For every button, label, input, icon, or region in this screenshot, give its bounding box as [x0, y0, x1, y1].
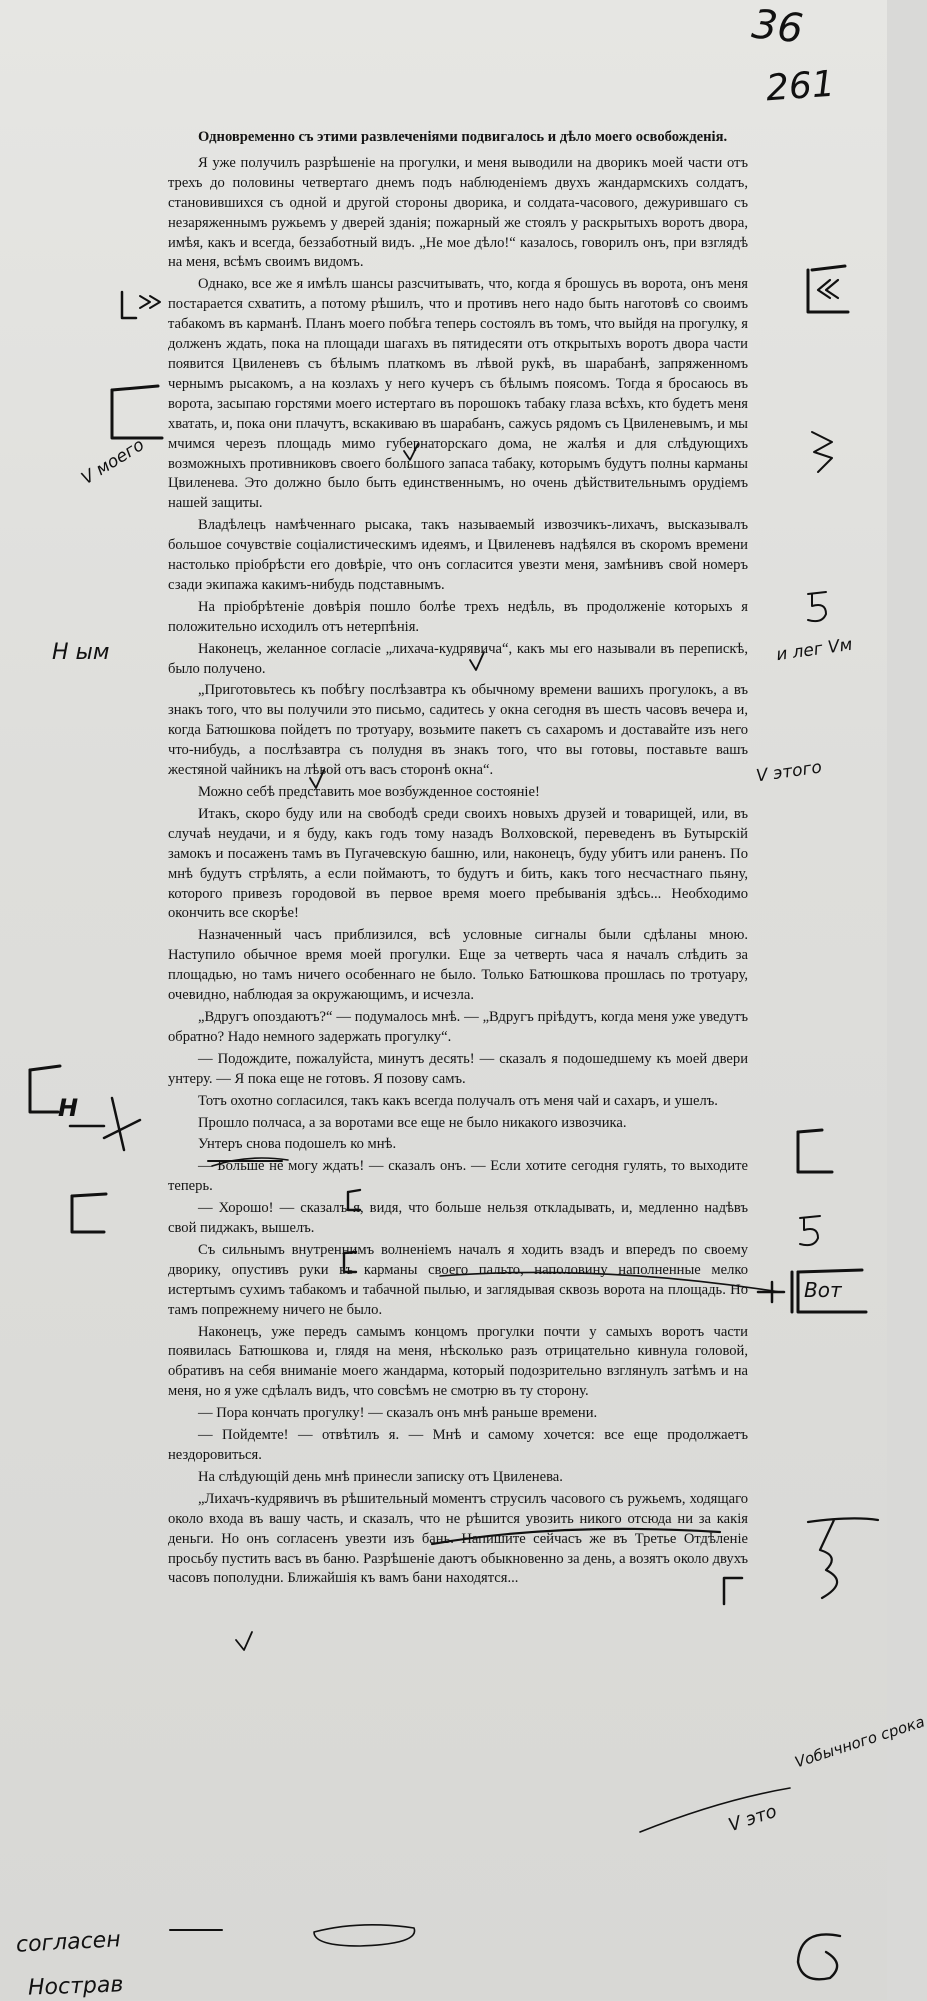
paragraph: Унтеръ снова подошелъ ко мнѣ.	[198, 1136, 397, 1153]
paragraph: — Подождите, пожалуйста, минутъ десять! — сказалъ я подошедшему къ моей двери унтеру. — Я пока еще не готовъ. Я позову самъ.	[168, 1050, 748, 1087]
margin-note: V это	[725, 1800, 780, 1837]
margin-note: Н	[58, 1094, 79, 1122]
paragraph: — Пойдемте! — отвѣтилъ я. — Мнѣ и самому хочется: все еще продолжаетъ нездоровиться.	[168, 1427, 748, 1463]
margin-note: согласен	[15, 1927, 122, 1958]
paragraph: — Хорошо! — сказалъ я, видя, что больше нельзя откладывать, и, медленно надѣвъ свой пиджакъ, вышелъ.	[168, 1200, 748, 1237]
page-number-top: 36	[749, 1, 806, 53]
paragraph: Однако, все же я имѣлъ шансы разсчитывать, что, когда я брошусь въ ворота, онъ меня постарается схватить, а потому рѣшилъ, что и противъ него надо быть наготовѣ со своимъ табакомъ въ карманѣ. Планъ моего побѣга теперь состоялъ въ томъ, что выйдя на прогулку, я долженъ ждать, пока на площади шагахъ въ пятидесяти отъ открытыхъ воротъ двора части появится Цвиленевъ съ бѣлымъ платкомъ въ лѣвой рукѣ, въ шарабанѣ, запряженномъ чернымъ рысакомъ, а на козлахъ у него кучеръ съ бѣлымъ поясомъ. Тогда я бросаюсь въ ворота, засыпаю горстями моего истертаго въ порошокъ табаку глаза всѣхъ, кто будетъ меня хватать, и, пока они плачутъ, вскакиваю въ шарабанъ, сажусь рядомъ съ Цвиленевымъ, и мы мчимся черезъ площадь мимо губернаторскаго дома, не жалѣя и для слѣдующихъ возможныхъ противниковъ своего большого запаса табаку, которымъ будутъ полны карманы Цвиленева. Это должно было быть единственнымъ, но очень дѣйствительнымъ орудіемъ нашей защиты.	[168, 276, 748, 512]
paragraph: „Приготовьтесь къ побѣгу послѣзавтра къ обычному времени вашихъ прогулокъ, а въ знакъ того, что вы получили это письмо, садитесь у окна сегодня въ шесть часовъ вечера и, когда Батюшкова пойдетъ по тротуару, возьмите пакетъ съ сахаромъ и доставайте изъ него что-нибудь, а послѣзавтра съ полудня въ знакъ того, что вы готовы, поставьте вашъ жестяной чайникъ на лѣвой отъ васъ сторонѣ окна“.	[168, 682, 748, 779]
paragraph: Наконецъ, желанное согласіе „лихача-кудрявича“, какъ мы его называли въ перепискѣ, было получено.	[168, 640, 748, 677]
page-number-bottom: 261	[764, 63, 837, 110]
margin-note: Вот	[804, 1278, 842, 1302]
paragraph: — Пора кончать прогулку! — сказалъ онъ мнѣ раньше времени.	[198, 1405, 598, 1422]
paragraph: Наконецъ, уже передъ самымъ концомъ прогулки почти у самыхъ воротъ части появилась Батюшкова и, глядя на меня, нѣсколько разъ отрицательно кивнула головой, обративъ на себя вниманіе моего жандарма, который подозрительно взглянулъ затѣмъ и на меня, но я уже сдѣлалъ видъ, что совсѣмъ не смотрю въ ту сторону.	[168, 1323, 748, 1400]
paragraph: Итакъ, скоро буду или на свободѣ среди своихъ новыхъ друзей и товарищей, или, въ случаѣ неудачи, и я буду, какъ годъ тому назадъ Волховской, переведенъ въ Бутырскій замокъ и посаженъ тамъ въ Пугачевскую башню, или, наконецъ, буду убитъ или раненъ. По мнѣ будутъ стрѣлять, а если поймаютъ, то будутъ и бить, какъ того несчастнаго пьяну, которого привезъ городовой въ первое время моего пребыванія здѣсь... Необходимо окончить все скорѣе!	[168, 805, 748, 922]
paragraph: — Больше не могу ждать! — сказалъ онъ. — Если хотите сегодня гулять, то выходите теперь.	[168, 1158, 748, 1195]
margin-note: Н ым	[52, 640, 110, 665]
paragraph: На пріобрѣтеніе довѣрія пошло болѣе трехъ недѣль, въ продолженіе которыхъ я положительно исходилъ отъ нетерпѣнія.	[168, 598, 748, 635]
paragraph: Одновременно съ этими развлеченіями подвигалось и дѣло моего освобожденія.	[198, 129, 728, 145]
paragraph: Съ сильнымъ внутреннимъ волненіемъ началъ я ходить взадъ и впередъ по своему дворику, опустивъ руки въ карманы своего пальто, наполовину наполненные мелко истертымъ сухимъ табакомъ и табачной пылью, и заглядывая сквозь ворота на площадь. Но тамъ попрежнему ничего не было.	[168, 1241, 748, 1318]
paragraph: Тотъ охотно согласился, такъ какъ всегда получалъ отъ меня чай и сахаръ, и ушелъ.	[198, 1092, 718, 1109]
paragraph: „Лихачъ-кудрявичъ въ рѣшительный моментъ струсилъ часового съ ружьемъ, ходящаго около входа въ вашу часть, и сказалъ, что не рѣшится увозить никого отсюда ни за какія деньги. Но онъ согласенъ увезти изъ бань. Напишите сейчасъ же въ Третье Отдѣленіе просьбу пустить васъ въ баню. Разрѣшеніе даютъ обыкновенно за день, а возятъ около двухъ часовъ пополудни. Ближайшія къ вамъ бани находятся...	[168, 1490, 748, 1587]
margin-note: V этого	[754, 757, 824, 787]
paragraph: На слѣдующій день мнѣ принесли записку отъ Цвиленева.	[198, 1468, 563, 1485]
margin-note: Нострав	[27, 1972, 124, 2001]
margin-note: Vобычного срока	[792, 1712, 927, 1772]
margin-note: и лег Vм	[774, 634, 854, 666]
document-body	[168, 128, 748, 1591]
paragraph: „Вдругъ опоздаютъ?“ — подумалось мнѣ. — „Вдругъ пріѣдутъ, когда меня уже уведутъ обратно? Надо немного задержать прогулку“.	[168, 1008, 748, 1045]
paragraph: Назначенный часъ приблизился, всѣ условные сигналы были сдѣланы мною. Наступило обычное время моей прогулки. Еще за четверть часа я началъ слѣдить за площадью, но тамъ ничего особеннаго не было. Только Батюшкова прошлась по тротуару, очевидно, наблюдая за окружающимъ, и исчезла.	[168, 927, 748, 1004]
margin-note: V моего	[78, 434, 149, 490]
paragraph: Я уже получилъ разрѣшеніе на прогулки, и меня выводили на дворикъ моей части отъ трехъ до половины четвертаго днемъ подъ наблюденіемъ двухъ жандармскихъ солдатъ, становившихся съ одной и другой стороны дворика, и солдата-часового, дежурившаго съ незаряженнымъ ружьемъ у дверей зданія; пожарный же стоялъ у раскрытыхъ воротъ двора, имѣя, какъ и всегда, беззаботный видъ. „Не мое дѣло!“ казалось, говорилъ онъ, при взглядѣ на меня, всѣмъ своимъ видомъ.	[168, 154, 748, 271]
paragraph: Прошло полчаса, а за воротами все еще не было никакого извозчика.	[198, 1114, 627, 1131]
paragraph: Владѣлецъ намѣченнаго рысака, такъ называемый извозчикъ-лихачъ, высказывалъ большое сочувствіе соціалистическимъ идеямъ, и Цвиленевъ надѣялся въ скоромъ времени настолько пріобрѣсти его довѣріе, что онъ согласится увезти меня, замѣнивъ свой номеръ сзади экипажа какимъ-нибудь подставнымъ.	[168, 517, 748, 593]
paragraph: Можно себѣ представить мое возбужденное состояніе!	[198, 784, 540, 800]
